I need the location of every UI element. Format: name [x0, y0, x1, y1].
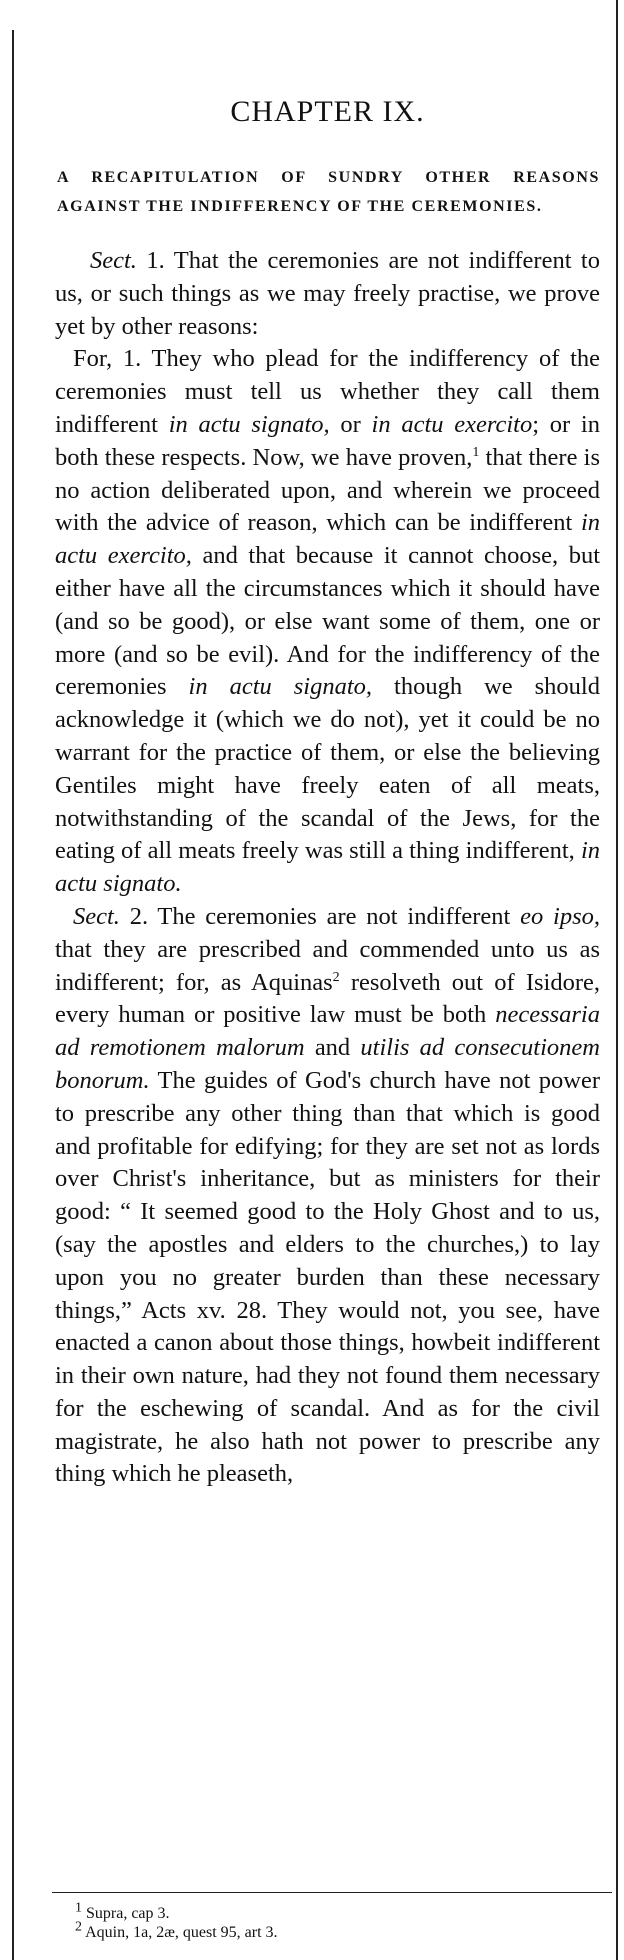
- page-content: [55, 95, 600, 1491]
- paragraph-sect-2: [55, 901, 600, 1491]
- footnote-2: [75, 1919, 595, 1942]
- footnotes: [75, 1900, 595, 1942]
- text-run: or: [329, 410, 372, 438]
- paragraph-sect-1: [55, 245, 600, 343]
- paragraph-text: 1. That the ceremonies are not indifferent to us, or such things as we may freely practise, we prove yet by other reasons:: [55, 247, 600, 340]
- paragraph-point-1: [55, 343, 600, 901]
- chapter-heading: A RECAPITULATION OF SUNDRY OTHER REASONS AGAINST THE INDIFFERENCY OF THE CEREMONIES.: [57, 169, 600, 215]
- latin-phrase: in actu exercito,: [55, 509, 600, 570]
- latin-phrase: eo ipso,: [520, 902, 600, 930]
- footnote-mark: 1: [75, 1900, 82, 1916]
- text-run: The guides of God's church have not power to prescribe any other thing than that which is good and profitable for edifying; for they are set not as lords over Christ's inheritance, but as ministers for their good: “ It seemed good to the Holy Ghost and to us, (say the apostles and elders to the churches,) to lay upon you no greater burden than these necessary things,” Acts xv. 28. They would not, you see, have enacted a canon about those things, howbeit indifferent in their own nature, had they not found them necessary for the eschewing of scandal. And as for the civil magistrate, he also hath not power to prescribe any thing which he pleaseth,: [55, 1066, 600, 1488]
- text-run: and: [304, 1034, 361, 1062]
- text-run: though we should acknowledge it (which we do not), yet it could be no warrant for the practice of them, or else the believing Gentiles might have freely eaten of all meats, notwithstanding of the scandal of the Jews, for the eating of all meats freely was still a thing indifferent,: [55, 673, 600, 865]
- footnote-divider: [52, 1892, 612, 1893]
- text-run: resolveth out of Isidore, every human or positive law must be both: [55, 968, 600, 1029]
- chapter-title: CHAPTER IX.: [230, 95, 425, 128]
- footnote-ref-1[interactable]: 1: [472, 444, 480, 460]
- footnote-ref-2[interactable]: 2: [332, 969, 340, 985]
- latin-phrase: in actu signato,: [188, 673, 373, 701]
- footnote-text: Supra, cap 3.: [82, 1905, 170, 1922]
- text-run: ; or in both these respects. Now, we have proven,: [55, 410, 600, 471]
- sect-label: Sect.: [90, 247, 137, 274]
- latin-phrase: in actu exercito: [371, 410, 533, 438]
- text-run: that they are prescribed and commended unto us as indifferent; for, as Aquinas: [55, 935, 600, 996]
- latin-phrase: necessaria ad remotionem malorum: [55, 1001, 600, 1062]
- text-run: that there is no action deliberated upon, and wherein we proceed with the advice of reason, which can be indifferent: [55, 443, 600, 537]
- right-margin-rule: [616, 0, 618, 1960]
- latin-phrase: in actu signato,: [168, 410, 330, 438]
- footnote-1: [75, 1900, 595, 1923]
- text-run: and that because it cannot choose, but either have all the circumstances which it should have (and so be good), or else want some of them, one or more (and so be evil). And for the indifferency of the ceremonies: [55, 542, 601, 701]
- sect-label: Sect.: [73, 902, 120, 930]
- text-run: For, 1. They who plead for the indifferency of the ceremonies must tell us whether they call them indifferent: [55, 345, 600, 438]
- latin-phrase: in actu signato.: [55, 837, 600, 898]
- footnote-text: Aquin, 1a, 2æ, quest 95, art 3.: [82, 1924, 278, 1941]
- left-margin-rule: [12, 30, 14, 1960]
- text-run: 2. The ceremonies are not indifferent: [119, 902, 521, 930]
- latin-phrase: utilis ad consecutionem bonorum.: [55, 1034, 600, 1094]
- footnote-mark: 2: [75, 1919, 82, 1935]
